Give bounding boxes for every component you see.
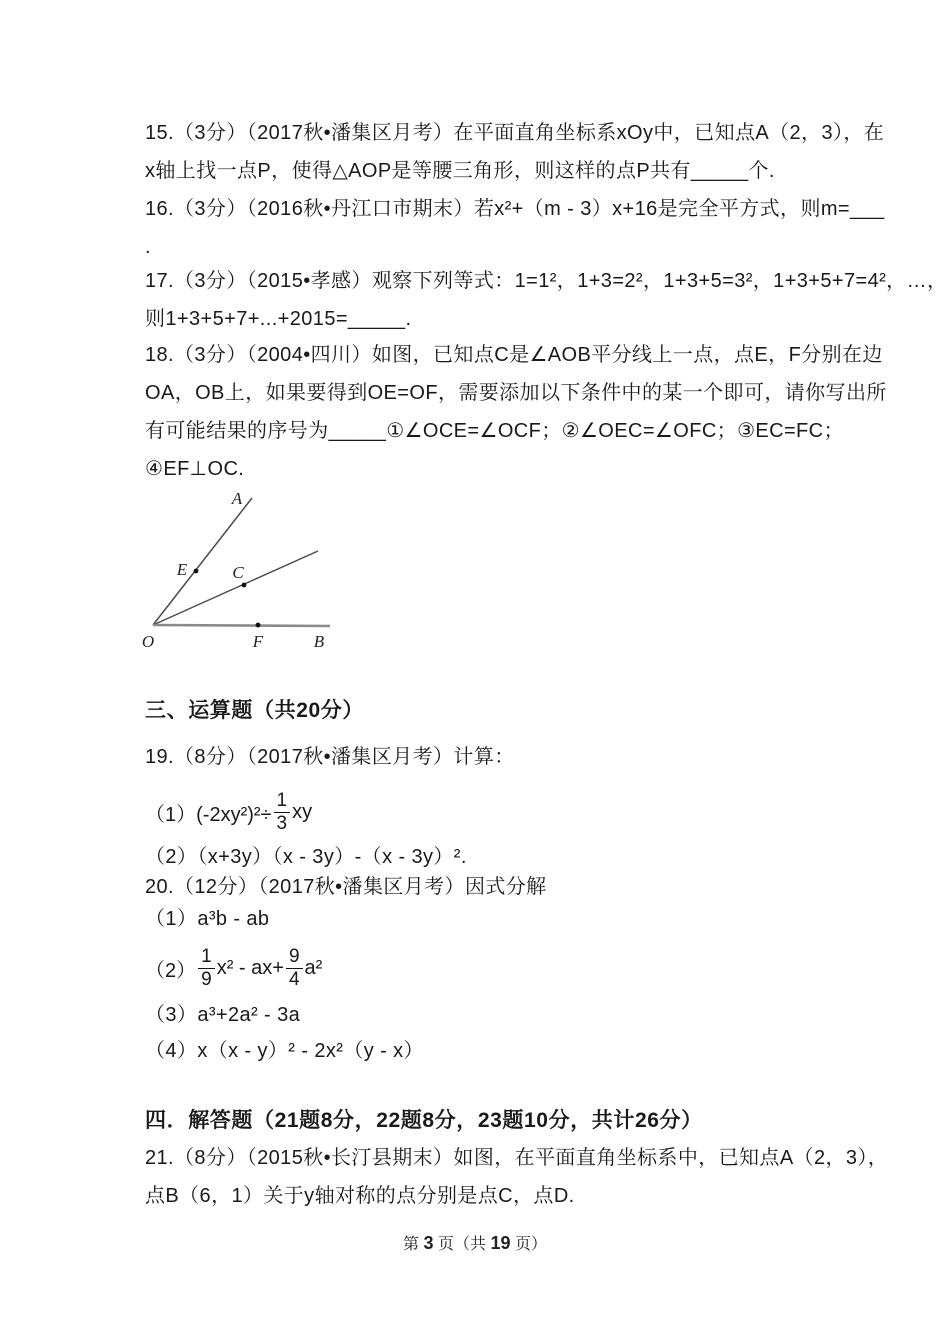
question-21-line-2: 点B（6，1）关于y轴对称的点分别是点C，点D. [145,1185,575,1207]
point-E-dot [194,569,199,574]
question-16-line-2: . [145,236,151,258]
question-16 [145,190,885,266]
question-15-line-2: x轴上找一点P，使得△AOP是等腰三角形，则这样的点P共有_____个. [145,160,775,182]
question-19-item-2: （2）（x+3y）（x - 3y）-（x - 3y）². [145,846,467,868]
question-21 [145,1139,889,1215]
label-B: B [313,632,325,651]
label-E: E [176,560,188,579]
point-F-dot [256,623,261,628]
fraction-numerator: 1 [274,791,291,813]
q20-item2-mid: x² - ax+ [216,956,284,979]
question-16-line-1: 16.（3分）（2016秋•丹江口市期末）若x²+（m - 3）x+16是完全平方式，则m=___ [145,198,885,220]
question-21-line-1: 21.（8分）（2015秋•长汀县期末）如图，在平面直角坐标系中，已知点A（2，3）， [145,1147,889,1169]
label-C: C [232,563,244,582]
angle-bisector-diagram [138,486,348,658]
q19-item1-suffix: xy [292,800,313,823]
question-20-item-4: （4）x（x - y）² - 2x²（y - x） [145,1040,424,1062]
q20-item2-prefix: （2） [145,959,197,982]
question-20-heading: 20.（12分）（2017秋•潘集区月考）因式分解 [145,876,547,898]
footer-prefix: 第 [403,1236,420,1253]
ray-OA [153,498,252,625]
question-17 [145,262,948,338]
question-18-line-2: OA，OB上，如果要得到OE=OF，需要添加以下条件中的某一个即可，请你写出所 [145,382,887,404]
question-18-line-4: ④EF⊥OC. [145,458,245,480]
fraction-one-ninth [198,947,215,990]
fraction-denominator: 3 [276,812,288,834]
question-18-line-3: 有可能结果的序号为_____①∠OCE=∠OCF；②∠OEC=∠OFC；③EC=FC； [145,420,844,442]
footer-page-number: 3 [423,1233,434,1253]
section-3-header: 三、运算题（共20分） [145,699,364,722]
fraction-denominator: 9 [201,968,212,990]
question-20-item-1: （1）a³b - ab [145,908,270,930]
fraction-denominator: 4 [288,968,300,990]
fraction-nine-fourths [286,947,303,990]
question-19-heading: 19.（8分）（2017秋•潘集区月考）计算： [145,746,515,768]
q19-item1-prefix: （1）(-2xy²)²÷ [145,803,272,826]
ray-OB [153,625,330,626]
question-20-item-3: （3）a³+2a² - 3a [145,1004,301,1026]
label-A: A [231,489,243,508]
footer-total-pages: 19 [490,1233,511,1253]
question-15 [145,114,885,190]
fraction-numerator: 1 [198,947,215,969]
question-18 [145,336,887,488]
question-18-line-1: 18.（3分）（2004•四川）如图，已知点C是∠AOB平分线上一点，点E，F分别在边 [145,344,883,366]
question-20-item-2 [145,936,835,1000]
footer-mid: 页（共 [437,1236,486,1253]
question-17-line-2: 则1+3+5+7+...+2015=_____. [145,308,412,330]
q20-item2-suffix: a² [304,956,323,979]
fraction-numerator: 9 [286,947,303,969]
label-F: F [252,632,264,651]
section-4-header: 四．解答题（21题8分，22题8分，23题10分，共计26分） [145,1109,703,1132]
page-footer [0,1228,950,1260]
footer-suffix: 页） [514,1236,547,1253]
question-19-item-1 [145,780,835,844]
point-C-dot [242,583,247,588]
question-17-line-1: 17.（3分）（2015•孝感）观察下列等式：1=1²，1+3=2²，1+3+5=3²，1+3+5+7=4²，…， [145,270,948,292]
geometry-figure [138,486,348,658]
question-15-line-1: 15.（3分）（2017秋•潘集区月考）在平面直角坐标系xOy中，已知点A（2，3），在 [145,122,885,144]
fraction-one-third [274,791,291,834]
label-O: O [141,632,155,651]
